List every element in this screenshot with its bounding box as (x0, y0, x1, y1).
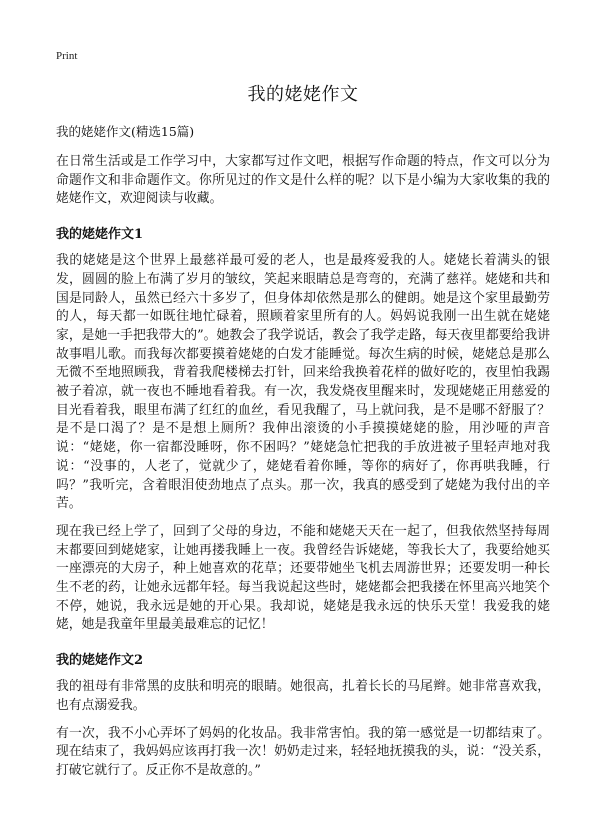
print-link[interactable]: Print (56, 50, 78, 62)
intro-paragraph: 在日常生活或是工作学习中，大家都写过作文吧，根据写作命题的特点，作文可以分为命题作文和非命题作文。你所见过的作文是什么样的呢？以下是小编为大家收集的我的姥姥作文，欢迎阅读与收藏。 (56, 154, 550, 207)
section-heading-1: 我的姥姥作文1 (56, 227, 144, 243)
section-2-paragraph-1: 我的祖母有非常黑的皮肤和明亮的眼睛。她很高，扎着长长的马尾辫。她非常喜欢我，也有点溺爱我。 (56, 679, 550, 713)
document-subtitle: 我的姥姥作文(精选15篇) (56, 124, 195, 139)
section-1-paragraph-1: 我的姥姥是这个世界上最慈祥最可爱的老人，也是最疼爱我的人。姥姥长着满头的银发，圆圆的脸上布满了岁月的皱纹，笑起来眼睛总是弯弯的，充满了慈祥。姥姥和共和国是同龄人，虽然已经六十多岁了，但身体却依然是那么的健朗。她是这个家里最勤劳的人，每天都一如既往地忙碌着，照顾着家里所有的人。妈妈说我刚一出生就在姥姥家，是她一手把我带大的”。她教会了我学说话，教会了我学走路，每天夜里都要给我讲故事唱儿歌。而我每次都要摸着姥姥的白发才能睡觉。每次生病的时候，姥姥总是那么无微不至地照顾我，背着我爬楼梯去打针，回来给我换着花样的做好吃的，夜里怕我踢被子着凉，就一夜也不睡地看着我。有一次，我发烧夜里醒来时，发现姥姥正用慈爱的目光看着我，眼里布满了红红的血丝，看见我醒了，马上就问我，是不是哪不舒服了？是不是口渴了？是不是想上厕所？我伸出滚烫的小手摸摸姥姥的脸，用沙哑的声音说：“姥姥，你一宿都没睡呀，你不困吗？”姥姥急忙把我的手放进被子里轻声地对我说：“没事的，人老了，觉就少了，姥姥看着你睡，等你的病好了，你再哄我睡，行吗？”我听完，含着眼泪使劲地点了点头。那一次，我真的感受到了姥姥为我付出的辛苦。 (56, 253, 550, 512)
section-1-paragraph-2: 现在我已经上学了，回到了父母的身边，不能和姥姥天天在一起了，但我依然坚持每周末都要回到姥姥家，让她再搂我睡上一夜。我曾经告诉姥姥，等我长大了，我要给她买一座漂亮的大房子，种上她喜欢的花草；还要带她坐飞机去周游世界；还要发明一种长生不老的药，让她永远都年轻。每当我说起这些时，姥姥都会把我搂在怀里高兴地笑个不停，她说，我永远是她的开心果。我却说，姥姥是我永远的快乐天堂！我爱我的姥姥，她是我童年里最美最难忘的记忆！ (56, 523, 550, 633)
page-title: 我的姥姥作文 (247, 84, 359, 105)
section-2-paragraph-2: 有一次，我不小心弄坏了妈妈的化妆品。我非常害怕。我的第一感觉是一切都结束了。现在结束了，我妈妈应该再打我一次！奶奶走过来，轻轻地抚摸我的头，说：“没关系，打破它就行了。反正你不是故意的。” (56, 725, 550, 778)
section-heading-2: 我的姥姥作文2 (56, 653, 144, 669)
